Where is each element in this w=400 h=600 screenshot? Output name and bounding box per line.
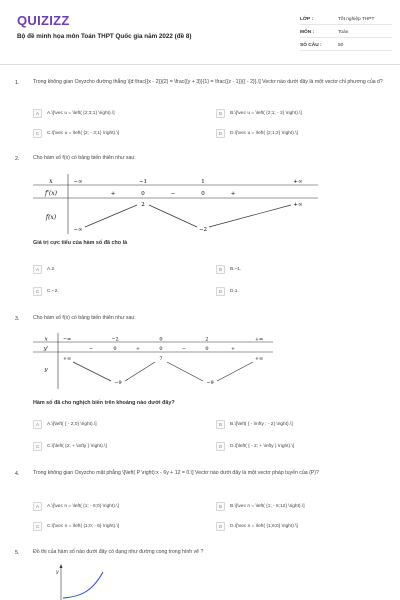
- question-text: Trong không gian Oxyzcho đường thẳng \[d:\frac{{x - 2}}{2} = \frac{{y + 3}}{1} = \frac{{z - 1}}{{ - 2}}.\] Vectơ nào dưới đây là một vectơ chỉ phương của d?: [33, 79, 383, 85]
- option-letter: C: [33, 287, 42, 296]
- sign: 0: [205, 346, 209, 352]
- option-letter: D: [216, 287, 225, 296]
- option-a[interactable]: [33, 264, 203, 275]
- row-label: x: [49, 178, 53, 185]
- f-value: +∞: [293, 202, 303, 208]
- option-letter: D: [216, 129, 225, 138]
- option-text: A.\[\vec u = \left( {2;3;1} \right).\]: [47, 111, 115, 116]
- row-label: y: [44, 367, 48, 373]
- question-number: 5.: [15, 550, 20, 556]
- option-text: B.\[\vec n = \left( {1; - 6;12} \right).\]: [230, 504, 305, 509]
- question-text: Trong không gian Oxyzcho mặt phẳng \[\left( P \right):x - 6y + 12 = 0.\] Vectơ nào dưới đây là một vectơ pháp tuyến của (P)?: [33, 470, 319, 476]
- option-letter: A: [33, 502, 42, 511]
- x-value: +∞: [254, 336, 264, 343]
- option-d[interactable]: [216, 521, 386, 532]
- option-letter: C: [33, 129, 42, 138]
- sub-question: Giá trị cực tiểu của hàm số đã cho là: [33, 240, 128, 246]
- variation-table: [33, 333, 273, 389]
- meta-value: 50: [338, 43, 344, 48]
- option-text: B.−1.: [230, 267, 242, 272]
- meta-value: Toán: [338, 30, 349, 35]
- meta-row-count: [300, 38, 392, 51]
- sign: −: [88, 346, 94, 352]
- trend-arrow: [209, 205, 291, 227]
- row-label: f'(x): [45, 190, 57, 197]
- curve-graph: [55, 564, 115, 600]
- y-value: +∞: [62, 356, 72, 362]
- option-text: D.\[\vec u = \left( {2;1;2} \right).\]: [230, 131, 298, 136]
- option-letter: C: [33, 442, 42, 451]
- sub-question: Hàm số đã cho nghịch biến trên khoảng nào dưới đây?: [33, 400, 175, 406]
- function-curve: [63, 572, 103, 598]
- trend-arrow: [73, 362, 111, 381]
- x-value: −∞: [73, 179, 83, 185]
- option-d[interactable]: [216, 128, 386, 139]
- option-letter: D: [216, 442, 225, 451]
- f-value: 2: [141, 202, 145, 208]
- option-c[interactable]: [33, 128, 203, 139]
- option-c[interactable]: [33, 441, 203, 452]
- y-value: +∞: [254, 356, 264, 362]
- y-value: 7: [159, 356, 163, 362]
- row-label: f(x): [45, 214, 57, 221]
- option-c[interactable]: [33, 286, 203, 297]
- option-c[interactable]: [33, 521, 203, 532]
- trend-arrow: [167, 362, 203, 381]
- meta-value: Tốt nghiệp THPT: [338, 17, 375, 22]
- option-text: C.\[\vec u = \left( {2; - 3;1} \right).\]: [47, 131, 120, 136]
- option-text: C.−2.: [47, 289, 59, 294]
- variation-table: [33, 174, 318, 234]
- option-a[interactable]: [33, 419, 203, 430]
- meta-key: LỚP :: [300, 17, 314, 22]
- sign: 0: [201, 191, 205, 197]
- option-letter: A: [33, 109, 42, 118]
- option-letter: B: [216, 265, 225, 274]
- option-text: B.\[\left( { - \infty ; - 2} \right).\]: [230, 422, 293, 427]
- option-text: B.\[\vec u = \left( {2;1; - 2} \right).\]: [230, 111, 302, 116]
- sign: 0: [113, 346, 117, 352]
- x-value: +∞: [293, 179, 303, 185]
- meta-key: SỐ CÂU :: [300, 43, 322, 48]
- x-value: 0: [159, 336, 163, 343]
- trend-arrow: [149, 205, 197, 227]
- trend-arrow: [217, 362, 253, 381]
- question-number: 1.: [15, 80, 20, 86]
- option-text: C.\[\vec n = \left( {1;0; - 6} \right).\]: [47, 524, 120, 529]
- quizizz-logo: QUIZIZZ: [17, 13, 70, 28]
- question-text: Đồ thị của hàm số nào dưới đây có dạng như đường cong trong hình vẽ ?: [33, 549, 204, 555]
- option-text: A.2.: [47, 267, 56, 272]
- y-value: −9: [114, 380, 122, 386]
- sign: −: [181, 346, 187, 352]
- option-text: A.\[\left( { - 2;0} \right).\]: [47, 422, 97, 427]
- question-number: 3.: [15, 316, 20, 322]
- y-axis-label: y: [56, 570, 59, 575]
- sign: 0: [141, 191, 145, 197]
- sign: 0: [159, 346, 163, 352]
- option-letter: B: [216, 502, 225, 511]
- option-letter: C: [33, 522, 42, 531]
- option-d[interactable]: [216, 441, 386, 452]
- question-number: 2.: [15, 156, 20, 162]
- option-letter: A: [33, 420, 42, 429]
- worksheet-header: [0, 0, 400, 62]
- f-value: −2: [198, 227, 208, 233]
- option-text: D.\[\vec n = \left( {1;6;0} \right).\]: [230, 524, 298, 529]
- x-value: −1: [138, 179, 148, 185]
- x-value: 1: [201, 179, 205, 185]
- option-letter: A: [33, 265, 42, 274]
- row-label: y': [43, 346, 49, 352]
- sign: +: [230, 346, 236, 352]
- question-text: Cho hàm số f(x) có bảng biến thiên như sau:: [33, 315, 136, 321]
- option-letter: D: [216, 522, 225, 531]
- option-b[interactable]: [216, 501, 386, 512]
- meta-panel: [300, 12, 392, 51]
- option-letter: B: [216, 109, 225, 118]
- option-b[interactable]: [216, 419, 386, 430]
- header-divider: [0, 64, 400, 65]
- option-letter: B: [216, 420, 225, 429]
- y-axis-arrow: [60, 564, 63, 568]
- f-value: −∞: [73, 227, 83, 233]
- x-value: −2: [111, 336, 119, 343]
- sign: −: [170, 191, 176, 197]
- y-value: −9: [206, 380, 214, 386]
- x-value: 2: [205, 336, 209, 343]
- option-b[interactable]: [216, 264, 386, 275]
- option-a[interactable]: [33, 501, 203, 512]
- trend-arrow: [85, 205, 137, 227]
- question-number: 4.: [15, 471, 20, 477]
- sign: +: [230, 191, 236, 197]
- page-title: Bộ đề minh họa môn Toán THPT Quốc gia năm 2022 (đề 8): [17, 33, 192, 40]
- option-text: D.\[\left( { - 2; + \infty } \right).\]: [230, 444, 295, 449]
- sign: +: [135, 346, 141, 352]
- option-text: A.\[\vec n = \left( {1; - 6;0} \right).\]: [47, 504, 119, 509]
- x-value: −∞: [62, 336, 72, 343]
- row-label: x: [44, 336, 48, 343]
- option-text: D.1.: [230, 289, 239, 294]
- trend-arrow: [125, 362, 155, 381]
- question-text: Cho hàm số f(x) có bảng biến thiên như sau:: [33, 155, 136, 161]
- option-a[interactable]: [33, 108, 203, 119]
- option-d[interactable]: [216, 286, 386, 297]
- meta-key: MÔN :: [300, 30, 315, 35]
- sign: +: [110, 191, 116, 197]
- option-b[interactable]: [216, 108, 386, 119]
- option-text: C.\[\left( {2; + \infty } \right).\]: [47, 444, 107, 449]
- meta-row-class: [300, 12, 392, 25]
- meta-row-subject: [300, 25, 392, 38]
